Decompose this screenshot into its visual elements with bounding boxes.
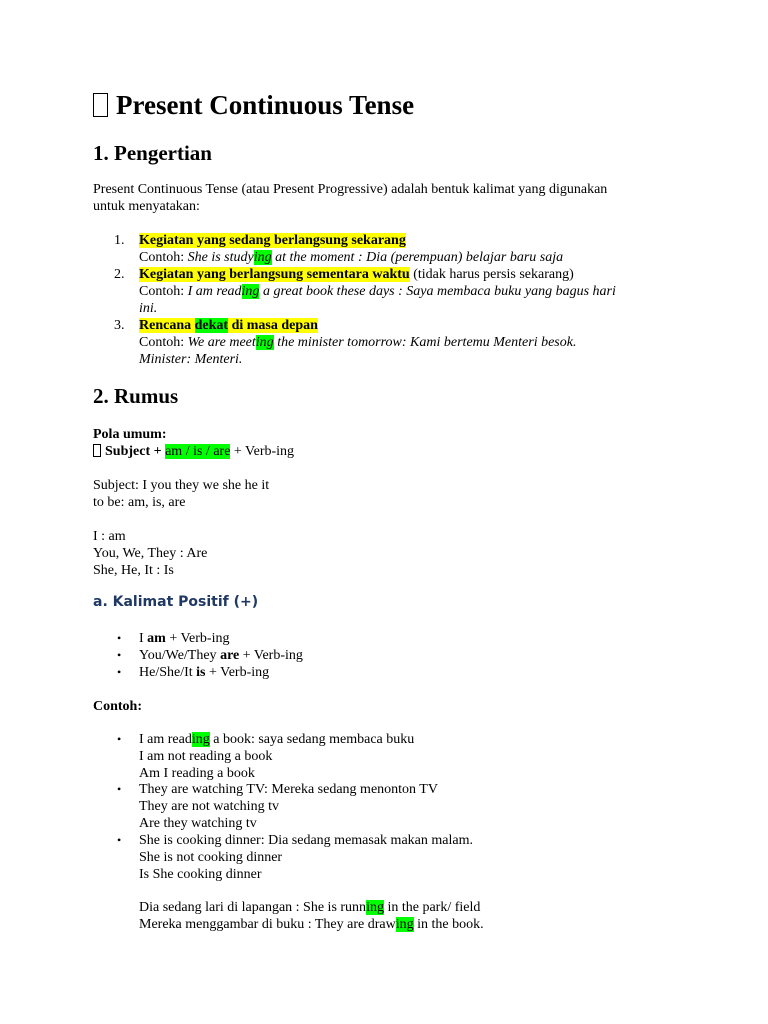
list-item: They are watching TV: Mereka sedang menonton TV They are not watching tv Are they watching tv (139, 782, 438, 831)
bullet-icon: • (117, 833, 122, 847)
missing-glyph-icon (93, 444, 101, 457)
list-item: I am + Verb-ing (139, 631, 230, 646)
subsection-heading-positif: a. Kalimat Positif (+) (93, 594, 259, 610)
section-heading-pengertian: 1. Pengertian (93, 141, 212, 165)
intro-paragraph: Present Continuous Tense (atau Present Progressive) adalah bentuk kalimat yang digunakan untuk menyatakan: (93, 182, 608, 214)
list-item: Kegiatan yang berlangsung sementara waktu (tidak harus persis sekarang) Contoh: I am reading a great book these days : Saya membaca buku yang bagus hari ini. (139, 267, 616, 316)
formula-block: Pola umum: Subject + am / is / are + Verb-ing (93, 427, 295, 459)
bullet-icon: • (117, 648, 122, 662)
extra-examples: Dia sedang lari di lapangan : She is running in the park/ field Mereka menggambar di buku : They are drawing in the book. (139, 900, 484, 932)
tobe-pairs: I : am You, We, They : Are She, He, It : Is (93, 529, 208, 578)
subject-definition: Subject: I you they we she he it to be: am, is, are (93, 478, 270, 510)
list-item: Kegiatan yang sedang berlangsung sekarang Contoh: She is studying at the moment : Dia (perempuan) belajar baru saja (139, 233, 564, 265)
list-item: She is cooking dinner: Dia sedang memasak makan malam. She is not cooking dinner Is She cooking dinner (139, 833, 473, 882)
list-item: He/She/It is + Verb-ing (139, 665, 270, 680)
list-item: I am reading a book: saya sedang membaca buku I am not reading a book Am I reading a book (139, 732, 415, 781)
page-title: Present Continuous Tense (93, 88, 414, 122)
list-item: You/We/They are + Verb-ing (139, 648, 303, 663)
bullet-icon: • (117, 782, 122, 796)
section-heading-rumus: 2. Rumus (93, 384, 179, 408)
bullet-icon: • (117, 665, 122, 679)
bullet-icon: • (117, 732, 122, 746)
list-number: 1. (114, 233, 125, 248)
list-number: 2. (114, 267, 125, 282)
list-item: Rencana dekat di masa depan Contoh: We are meeting the minister tomorrow: Kami bertemu Menteri besok. Minister: Menteri. (139, 318, 577, 367)
bullet-icon: • (117, 631, 122, 645)
contoh-label: Contoh: (93, 699, 143, 714)
missing-glyph-icon (93, 93, 108, 117)
list-number: 3. (114, 318, 125, 333)
